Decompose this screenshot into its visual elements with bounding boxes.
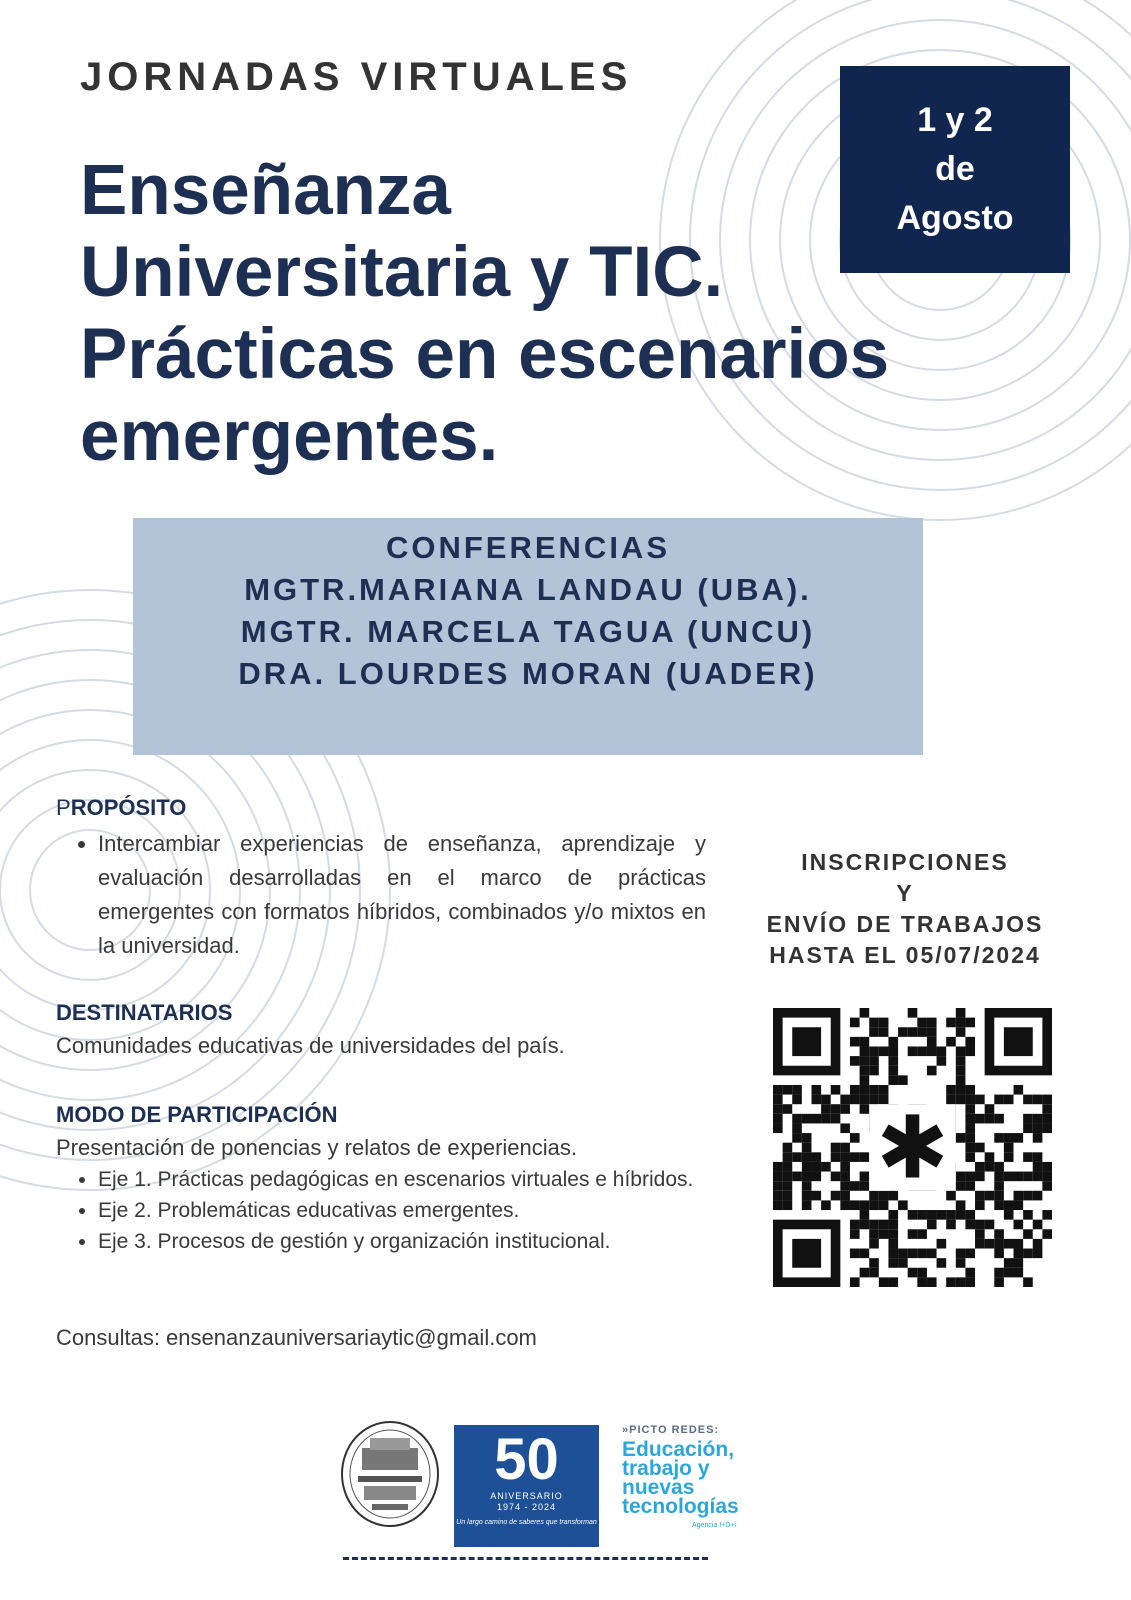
speaker: DRA. LOURDES MORAN (UADER): [238, 656, 818, 691]
title-line: Universitaria y TIC.: [80, 233, 724, 312]
picto-agency: Agencia I+D+i: [692, 1522, 736, 1529]
aniversario-tagline: Un largo camino de saberes que transforman: [456, 1519, 597, 1526]
date-line: Agosto: [896, 199, 1014, 237]
conferences-box: [133, 518, 923, 755]
picto-logo: [622, 1424, 772, 1529]
list-item: • Eje 3. Procesos de gestión y organización institucional.: [98, 1226, 706, 1257]
svg-text:✱: ✱: [876, 1098, 949, 1199]
picto-name-line: nuevas: [622, 1476, 695, 1499]
title-line: emergentes.: [80, 397, 499, 476]
inscripciones-block: [740, 847, 1070, 971]
picto-name-line: Educación,: [622, 1438, 735, 1461]
list-item: • Intercambiar experiencias de enseñanza, aprendizaje y evaluación desarrolladas en el marco de prácticas emergentes con formatos híbridos, combinados y/o mixtos en la universidad.: [98, 827, 706, 963]
conferences-heading: CONFERENCIAS: [385, 530, 670, 565]
proposito-section: [56, 795, 706, 963]
proposito-heading: [56, 795, 706, 821]
inscripciones-line: ENVÍO DE TRABAJOS: [766, 911, 1044, 937]
speaker: MGTR. MARCELA TAGUA (UNCU): [240, 614, 816, 649]
inscripciones-line: HASTA EL 05/07/2024: [769, 942, 1041, 968]
picto-header: »PICTO REDES:: [622, 1424, 720, 1436]
inscripciones-line: Y: [896, 880, 914, 906]
list-item: • Eje 1. Prácticas pedagógicas en escenarios virtuales e híbridos.: [98, 1164, 706, 1195]
inscripciones-line: INSCRIPCIONES: [801, 849, 1009, 875]
destinatarios-section: [56, 1000, 706, 1060]
destinatarios-text: Comunidades educativas de universidades del país.: [56, 1033, 565, 1058]
date-box: [840, 66, 1070, 273]
aniversario-label: ANIVERSARIO: [490, 1491, 563, 1501]
contact-email[interactable]: Consultas: ensenanzauniversariaytic@gmail.com: [56, 1325, 537, 1350]
date-line: 1 y 2: [917, 101, 993, 139]
title-line: Prácticas en escenarios: [80, 315, 890, 394]
university-seal-logo: [340, 1420, 440, 1528]
footer-dashed-divider: [343, 1557, 708, 1560]
picto-name-line: tecnologías: [622, 1495, 739, 1518]
aniversario-logo: [454, 1425, 599, 1547]
date-line: de: [935, 150, 975, 188]
qr-code[interactable]: [773, 1008, 1052, 1287]
title-line: Enseñanza: [80, 151, 451, 230]
proposito-heading-initial: P: [56, 795, 71, 820]
picto-name-line: trabajo y: [622, 1457, 710, 1480]
list-item: • Eje 2. Problemáticas educativas emergentes.: [98, 1195, 706, 1226]
aniversario-years: 1974 - 2024: [496, 1502, 557, 1512]
modo-heading: MODO DE PARTICIPACIÓN: [56, 1102, 338, 1127]
event-kicker: JORNADAS VIRTUALES: [80, 55, 633, 99]
destinatarios-heading: DESTINATARIOS: [56, 1000, 233, 1025]
modo-section: [56, 1102, 706, 1257]
aniversario-number: 50: [494, 1427, 559, 1492]
speaker: MGTR.MARIANA LANDAU (UBA).: [244, 572, 812, 607]
proposito-heading-rest: ROPÓSITO: [70, 795, 187, 820]
modo-text: Presentación de ponencias y relatos de experiencias.: [56, 1135, 577, 1160]
